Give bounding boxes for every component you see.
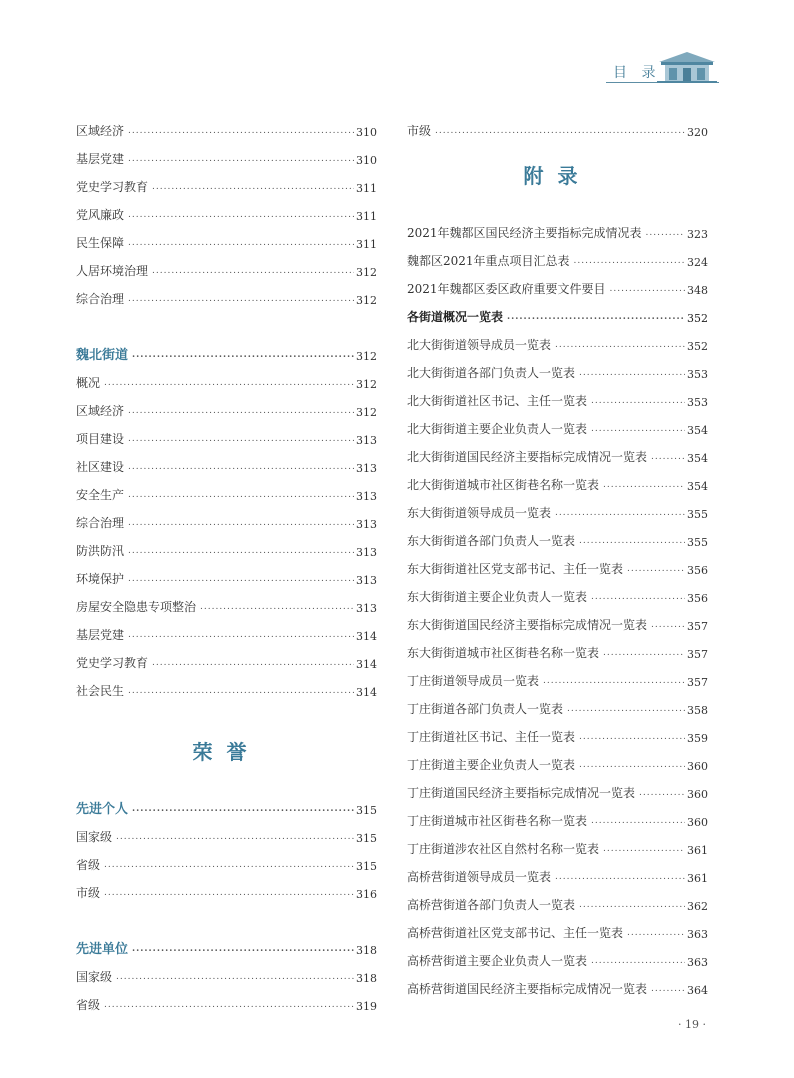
dot-leader: [128, 547, 354, 556]
toc-entry[interactable]: [407, 549, 708, 577]
toc-entry-page: 312: [356, 350, 377, 363]
toc-entry-title: 东大街街道主要企业负责人一览表: [407, 590, 588, 604]
toc-entry-page: 362: [687, 900, 708, 913]
dot-leader: [591, 593, 685, 602]
dot-leader: [555, 509, 685, 518]
dot-leader: [651, 453, 685, 462]
toc-entry[interactable]: [407, 493, 708, 521]
toc-entry[interactable]: [407, 213, 708, 241]
spacer: [76, 699, 377, 727]
toc-entry[interactable]: [407, 801, 708, 829]
toc-entry-title: 项目建设: [76, 432, 125, 446]
toc-entry-page: 315: [356, 804, 377, 817]
toc-entry-page: 364: [687, 984, 708, 997]
toc-entry-page: 320: [687, 126, 708, 139]
toc-entry[interactable]: [76, 587, 377, 615]
toc-entry[interactable]: [407, 605, 708, 633]
toc-entry[interactable]: [407, 913, 708, 941]
toc-entry[interactable]: [76, 251, 377, 279]
toc-entry-title: 党史学习教育: [76, 656, 149, 670]
toc-entry-title: 丁庄街道国民经济主要指标完成情况一览表: [407, 786, 636, 800]
dot-leader: [591, 957, 685, 966]
toc-entry[interactable]: [76, 279, 377, 307]
dot-leader: [639, 789, 685, 798]
toc-entry-title: 基层党建: [76, 152, 125, 166]
toc-entry-page: 352: [687, 312, 708, 325]
dot-leader: [152, 267, 354, 276]
toc-entry-title: 区域经济: [76, 124, 125, 138]
toc-entry[interactable]: [407, 111, 708, 139]
toc-entry-page: 353: [687, 368, 708, 381]
dot-leader: [132, 351, 354, 360]
page-number: · 19 ·: [678, 1018, 706, 1031]
toc-entry[interactable]: [407, 941, 708, 969]
toc-entry-page: 318: [356, 944, 377, 957]
toc-entry-page: 357: [687, 676, 708, 689]
dot-leader: [603, 845, 685, 854]
toc-entry-title: 综合治理: [76, 516, 125, 530]
toc-entry[interactable]: [407, 969, 708, 997]
dot-leader: [567, 705, 685, 714]
toc-entry[interactable]: [76, 503, 377, 531]
toc-entry-title: 省级: [76, 858, 101, 872]
dot-leader: [579, 733, 685, 742]
toc-entry-page: 311: [356, 238, 377, 251]
toc-entry-title: 2021年魏都区国民经济主要指标完成情况表: [407, 226, 642, 240]
toc-entry[interactable]: [407, 297, 708, 325]
toc-entry-page: 357: [687, 620, 708, 633]
toc-entry-title: 丁庄街道领导成员一览表: [407, 674, 540, 688]
toc-entry[interactable]: [407, 325, 708, 353]
toc-entry-page: 356: [687, 564, 708, 577]
toc-entry[interactable]: [407, 577, 708, 605]
toc-entry-page: 310: [356, 126, 377, 139]
toc-entry-page: 356: [687, 592, 708, 605]
toc-entry[interactable]: [407, 381, 708, 409]
toc-entry-page: 348: [687, 284, 708, 297]
dot-leader: [104, 861, 354, 870]
toc-entry[interactable]: [76, 985, 377, 1013]
toc-entry-title: 高桥营街道社区党支部书记、主任一览表: [407, 926, 624, 940]
toc-entry-title: 市级: [407, 124, 432, 138]
dot-leader: [555, 873, 685, 882]
toc-entry-page: 315: [356, 860, 377, 873]
toc-entry-page: 313: [356, 490, 377, 503]
toc-entry-title: 省级: [76, 998, 101, 1012]
toc-entry[interactable]: [407, 633, 708, 661]
toc-entry-title: 丁庄街道社区书记、主任一览表: [407, 730, 576, 744]
dot-leader: [591, 817, 685, 826]
toc-entry-title: 魏都区2021年重点项目汇总表: [407, 254, 570, 268]
section-title: 荣誉: [192, 740, 261, 764]
toc-entry-title: 东大街街道城市社区街巷名称一览表: [407, 646, 600, 660]
spacer: [76, 901, 377, 929]
toc-entry-title: 国家级: [76, 830, 113, 844]
toc-entry-title: 民生保障: [76, 236, 125, 250]
dot-leader: [132, 805, 354, 814]
toc-entry-page: 361: [687, 844, 708, 857]
dot-leader: [200, 603, 354, 612]
toc-entry-page: 357: [687, 648, 708, 661]
toc-entry-title: 北大街街道各部门负责人一览表: [407, 366, 576, 380]
toc-entry[interactable]: [407, 437, 708, 465]
toc-entry-page: 312: [356, 378, 377, 391]
toc-entry-title: 市级: [76, 886, 101, 900]
dot-leader: [116, 833, 354, 842]
toc-entry-title: 高桥营街道各部门负责人一览表: [407, 898, 576, 912]
toc-entry[interactable]: [76, 817, 377, 845]
toc-entry-title: 防洪防汛: [76, 544, 125, 558]
header-title: 目 录: [613, 65, 661, 81]
dot-leader: [646, 229, 685, 238]
toc-entry-title: 北大街街道主要企业负责人一览表: [407, 422, 588, 436]
dot-leader: [128, 519, 354, 528]
toc-entry-title: 环境保护: [76, 572, 125, 586]
toc-entry-title: 高桥营街道主要企业负责人一览表: [407, 954, 588, 968]
toc-entry[interactable]: [407, 409, 708, 437]
dot-leader: [574, 257, 685, 266]
toc-entry-page: 311: [356, 210, 377, 223]
toc-entry[interactable]: [76, 671, 377, 699]
toc-entry-title: 北大街街道社区书记、主任一览表: [407, 394, 588, 408]
toc-entry-title: 基层党建: [76, 628, 125, 642]
toc-entry-title: 丁庄街道城市社区街巷名称一览表: [407, 814, 588, 828]
toc-entry-title: 党风廉政: [76, 208, 125, 222]
toc-entry-title: 国家级: [76, 970, 113, 984]
toc-entry[interactable]: [76, 419, 377, 447]
toc-entry-title: 北大街街道城市社区街巷名称一览表: [407, 478, 600, 492]
dot-leader: [591, 397, 685, 406]
toc-entry-page: 312: [356, 266, 377, 279]
dot-leader: [128, 407, 354, 416]
dot-leader: [152, 659, 354, 668]
dot-leader: [651, 985, 685, 994]
building-illustration-icon: [655, 50, 719, 84]
toc-entry[interactable]: [407, 829, 708, 857]
toc-entry-page: 354: [687, 452, 708, 465]
toc-entry[interactable]: [407, 857, 708, 885]
toc-entry-page: 361: [687, 872, 708, 885]
dot-leader: [507, 313, 685, 322]
toc-entry[interactable]: [407, 241, 708, 269]
dot-leader: [627, 565, 685, 574]
toc-entry[interactable]: [407, 745, 708, 773]
toc-entry-title: 东大街街道国民经济主要指标完成情况一览表: [407, 618, 648, 632]
toc-right-column: [407, 111, 708, 997]
toc-entry-title: 2021年魏都区委区政府重要文件要目: [407, 282, 606, 296]
dot-leader: [579, 901, 685, 910]
toc-entry-title: 东大街街道领导成员一览表: [407, 506, 552, 520]
toc-entry[interactable]: [76, 643, 377, 671]
toc-entry-title: 党史学习教育: [76, 180, 149, 194]
toc-entry-page: 355: [687, 536, 708, 549]
toc-entry-page: 313: [356, 574, 377, 587]
toc-entry-page: 360: [687, 788, 708, 801]
dot-leader: [104, 889, 354, 898]
dot-leader: [152, 183, 354, 192]
toc-entry-title: 高桥营街道国民经济主要指标完成情况一览表: [407, 982, 648, 996]
toc-entry-title: 东大街街道社区党支部书记、主任一览表: [407, 562, 624, 576]
toc-entry[interactable]: [407, 689, 708, 717]
toc-entry[interactable]: [76, 391, 377, 419]
toc-entry-page: 313: [356, 518, 377, 531]
toc-entry-page: 363: [687, 928, 708, 941]
toc-entry[interactable]: [407, 353, 708, 381]
dot-leader: [603, 481, 685, 490]
toc-entry-title: 北大街街道国民经济主要指标完成情况一览表: [407, 450, 648, 464]
toc-entry-page: 360: [687, 816, 708, 829]
toc-entry-title: 东大街街道各部门负责人一览表: [407, 534, 576, 548]
toc-entry-page: 354: [687, 424, 708, 437]
toc-left-column: [76, 111, 377, 1013]
toc-entry-title: 先进个人: [76, 802, 129, 817]
spacer: [407, 201, 708, 213]
dot-leader: [132, 945, 354, 954]
toc-entry[interactable]: [76, 957, 377, 985]
dot-leader: [651, 621, 685, 630]
toc-entry-title: 各街道概况一览表: [407, 310, 504, 324]
dot-leader: [610, 285, 685, 294]
toc-entry[interactable]: [76, 447, 377, 475]
toc-entry-page: 312: [356, 406, 377, 419]
toc-entry-page: 313: [356, 434, 377, 447]
toc-entry[interactable]: [76, 873, 377, 901]
toc-heading[interactable]: [76, 335, 377, 363]
toc-entry-page: 354: [687, 480, 708, 493]
toc-entry[interactable]: [76, 615, 377, 643]
toc-entry-page: 319: [356, 1000, 377, 1013]
dot-leader: [579, 761, 685, 770]
toc-entry-page: 310: [356, 154, 377, 167]
toc-entry-title: 房屋安全隐患专项整治: [76, 600, 197, 614]
dot-leader: [128, 155, 354, 164]
toc-entry-page: 358: [687, 704, 708, 717]
toc-entry-page: 323: [687, 228, 708, 241]
dot-leader: [128, 127, 354, 136]
toc-entry-title: 安全生产: [76, 488, 125, 502]
toc-entry[interactable]: [76, 475, 377, 503]
dot-leader: [128, 211, 354, 220]
toc-entry[interactable]: [407, 661, 708, 689]
toc-entry-title: 概况: [76, 376, 101, 390]
toc-entry-title: 人居环境治理: [76, 264, 149, 278]
toc-entry[interactable]: [407, 885, 708, 913]
toc-entry-page: 318: [356, 972, 377, 985]
toc-entry[interactable]: [407, 717, 708, 745]
toc-entry-page: 353: [687, 396, 708, 409]
toc-entry-title: 社区建设: [76, 460, 125, 474]
toc-entry-page: 312: [356, 294, 377, 307]
toc-entry-title: 丁庄街道各部门负责人一览表: [407, 702, 564, 716]
dot-leader: [591, 425, 685, 434]
toc-entry[interactable]: [76, 139, 377, 167]
toc-entry-page: 313: [356, 546, 377, 559]
toc-entry-page: 314: [356, 658, 377, 671]
spacer: [76, 777, 377, 789]
dot-leader: [128, 631, 354, 640]
toc-entry-page: 360: [687, 760, 708, 773]
toc-entry-page: 324: [687, 256, 708, 269]
toc-entry[interactable]: [76, 845, 377, 873]
toc-entry-page: 314: [356, 686, 377, 699]
toc-entry-page: 352: [687, 340, 708, 353]
toc-entry[interactable]: [76, 111, 377, 139]
toc-heading[interactable]: [76, 789, 377, 817]
toc-entry-page: 363: [687, 956, 708, 969]
dot-leader: [116, 973, 354, 982]
dot-leader: [128, 491, 354, 500]
toc-entry-title: 社会民生: [76, 684, 125, 698]
toc-entry-page: 314: [356, 630, 377, 643]
toc-entry[interactable]: [407, 521, 708, 549]
toc-entry[interactable]: [407, 269, 708, 297]
toc-entry[interactable]: [407, 773, 708, 801]
toc-entry-page: 313: [356, 462, 377, 475]
dot-leader: [627, 929, 685, 938]
toc-heading[interactable]: [76, 929, 377, 957]
dot-leader: [435, 127, 685, 136]
toc-entry-page: 359: [687, 732, 708, 745]
dot-leader: [555, 341, 685, 350]
dot-leader: [128, 687, 354, 696]
toc-entry-title: 区域经济: [76, 404, 125, 418]
toc-entry-page: 313: [356, 602, 377, 615]
toc-entry-title: 先进单位: [76, 942, 129, 957]
toc-entry[interactable]: [76, 167, 377, 195]
toc-entry-title: 魏北街道: [76, 348, 129, 363]
toc-entry[interactable]: [76, 223, 377, 251]
section-title: 附录: [523, 164, 592, 188]
spacer: [407, 139, 708, 151]
toc-entry-title: 北大街街道领导成员一览表: [407, 338, 552, 352]
dot-leader: [128, 575, 354, 584]
toc-entry-title: 丁庄街道主要企业负责人一览表: [407, 758, 576, 772]
toc-entry-title: 综合治理: [76, 292, 125, 306]
spacer: [76, 307, 377, 335]
dot-leader: [579, 537, 685, 546]
toc-entry-page: 355: [687, 508, 708, 521]
toc-entry[interactable]: [407, 465, 708, 493]
toc-entry-page: 316: [356, 888, 377, 901]
dot-leader: [104, 379, 354, 388]
dot-leader: [104, 1001, 354, 1010]
dot-leader: [128, 295, 354, 304]
dot-leader: [603, 649, 685, 658]
dot-leader: [128, 435, 354, 444]
toc-entry[interactable]: [76, 559, 377, 587]
dot-leader: [579, 369, 685, 378]
toc-entry-page: 311: [356, 182, 377, 195]
toc-entry-title: 高桥营街道领导成员一览表: [407, 870, 552, 884]
toc-entry-page: 315: [356, 832, 377, 845]
dot-leader: [128, 463, 354, 472]
toc-entry-title: 丁庄街道涉农社区自然村名称一览表: [407, 842, 600, 856]
toc-entry[interactable]: [76, 195, 377, 223]
dot-leader: [128, 239, 354, 248]
toc-entry[interactable]: [76, 531, 377, 559]
toc-entry[interactable]: [76, 363, 377, 391]
dot-leader: [543, 677, 685, 686]
